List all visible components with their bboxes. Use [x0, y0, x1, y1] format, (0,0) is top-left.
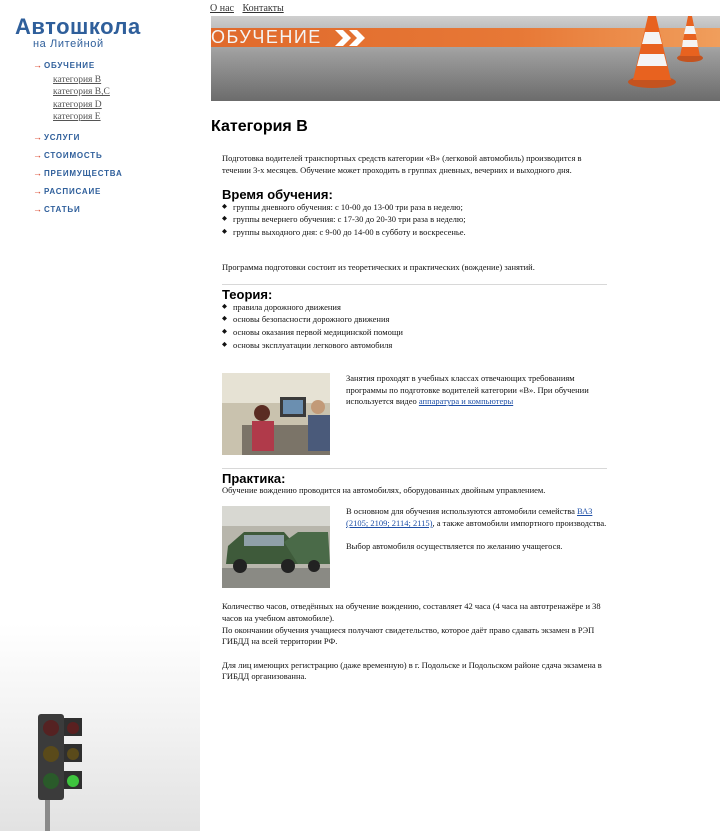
theory-list — [222, 301, 607, 351]
banner-title: ОБУЧЕНИЕ — [211, 27, 322, 47]
nav-item-advantages[interactable] — [33, 168, 123, 178]
traffic-light-icon — [36, 714, 88, 831]
nav-item-articles[interactable] — [33, 204, 123, 214]
arrow-right-icon: → — [33, 168, 43, 179]
sidebar — [0, 0, 200, 831]
subnav-item-bc[interactable]: категория B,C — [53, 87, 110, 98]
registration-text: Для лиц имеющих регистрацию (даже временную) в г. Подольске и Подольском районе сдача экзамена в ГИБДД организованна. — [222, 659, 602, 682]
cars-text: В основном для обучения используются автомобили семейства ВАЗ (2105; 2109; 2114; 2115), а также автомобили импортного производства. — [346, 506, 607, 528]
content — [222, 153, 607, 683]
certificate-text: По окончании обучения учащиеся получают свидетельство, которое даёт право сдавать экзамен в РЭП ГИБДД на всей территории РФ. — [222, 624, 595, 647]
chevrons-icon — [335, 30, 377, 46]
page-title: Категория B — [211, 118, 308, 135]
arrow-right-icon: → — [33, 150, 43, 161]
subnav-item-d[interactable]: категория D — [53, 99, 102, 110]
main-nav — [33, 60, 123, 214]
subnav-item-b[interactable]: категория B — [53, 75, 102, 85]
list-item: ◆ группы дневного обучения: с 10-00 до 13-00 три раза в неделю; — [222, 201, 607, 214]
nav-item-label: УСЛУГИ — [44, 132, 81, 142]
nav-item-schedule[interactable] — [33, 186, 123, 196]
contacts-link[interactable]: Контакты — [242, 3, 284, 14]
cars-photo — [222, 506, 330, 588]
vaz-link[interactable]: ВАЗ (2105; 2109; 2114; 2115) — [346, 506, 593, 528]
list-item: ◆ основы оказания первой медицинской помощи — [222, 326, 607, 339]
nav-item-services[interactable] — [33, 132, 123, 142]
list-item: ◆ группы выходного дня: с 9-00 до 14-00 в субботу и воскресенье. — [222, 226, 607, 239]
theory-text: Занятия проходят в учебных классах отвечающих требованиям программы по подготовке водителей категории «B». При обучении используется видео аппаратура и компьютеры — [346, 373, 589, 407]
theory-block — [222, 373, 607, 455]
nav-item-label: СТОИМОСТЬ — [44, 150, 103, 160]
list-item: ◆ правила дорожного движения — [222, 301, 607, 314]
nav-item-label: ОБУЧЕНИЕ — [44, 60, 95, 70]
top-nav — [210, 3, 290, 14]
hours-text: Количество часов, отведённых на обучение вождению, составляет 42 часа (4 часа на автотренажёре и 38 часов на учебном автомобиле). — [222, 601, 601, 623]
program-text: Программа подготовки состоит из теоретических и практических (вождение) занятий. — [222, 261, 535, 272]
traffic-cone-icon — [627, 16, 677, 88]
theory-heading: Теория: — [222, 287, 273, 303]
subnav-item-e[interactable]: категория E — [53, 111, 101, 122]
list-item: ◆ основы безопасности дорожного движения — [222, 313, 607, 326]
arrow-right-icon: → — [33, 204, 43, 215]
subnav — [53, 74, 123, 123]
nav-item-training[interactable] — [33, 60, 123, 70]
about-link[interactable]: О нас — [210, 3, 234, 14]
logo-title[interactable]: Автошкола — [15, 14, 141, 39]
schedule-heading: Время обучения: — [222, 187, 333, 203]
nav-item-label: ПРЕИМУЩЕСТВА — [44, 168, 123, 178]
practice-heading: Практика: — [222, 471, 286, 487]
header-banner — [211, 16, 720, 101]
arrow-right-icon: → — [33, 186, 43, 197]
list-item: ◆ основы эксплуатации легкового автомобиля — [222, 339, 607, 352]
intro-text: Подготовка водителей транспортных средств категории «B» (легковой автомобиль) производится в течении 3-х месяцев. Обучение может проходить в группах дневных, вечерних и выходного дня. — [222, 153, 582, 175]
logo-subtitle: на Литейной — [33, 38, 104, 50]
classroom-photo — [222, 373, 330, 455]
practice-intro: Обучение вождению проводится на автомобилях, оборудованных двойным управлением. — [222, 484, 546, 495]
list-item: ◆ группы вечернего обучения: с 17-30 до 20-30 три раза в неделю; — [222, 213, 607, 226]
traffic-cone-icon — [676, 16, 704, 62]
practice-block — [222, 506, 607, 588]
equipment-link[interactable]: аппаратура и компьютеры — [418, 396, 514, 407]
car-choice-text: Выбор автомобиля осуществляется по желанию учащегося. — [346, 540, 563, 551]
nav-item-label: РАСПИСАИЕ — [44, 186, 102, 196]
schedule-list — [222, 201, 607, 239]
nav-item-label: СТАТЬИ — [44, 204, 81, 214]
arrow-right-icon: → — [33, 60, 43, 70]
arrow-right-icon: → — [33, 132, 43, 143]
nav-item-price[interactable] — [33, 150, 123, 160]
